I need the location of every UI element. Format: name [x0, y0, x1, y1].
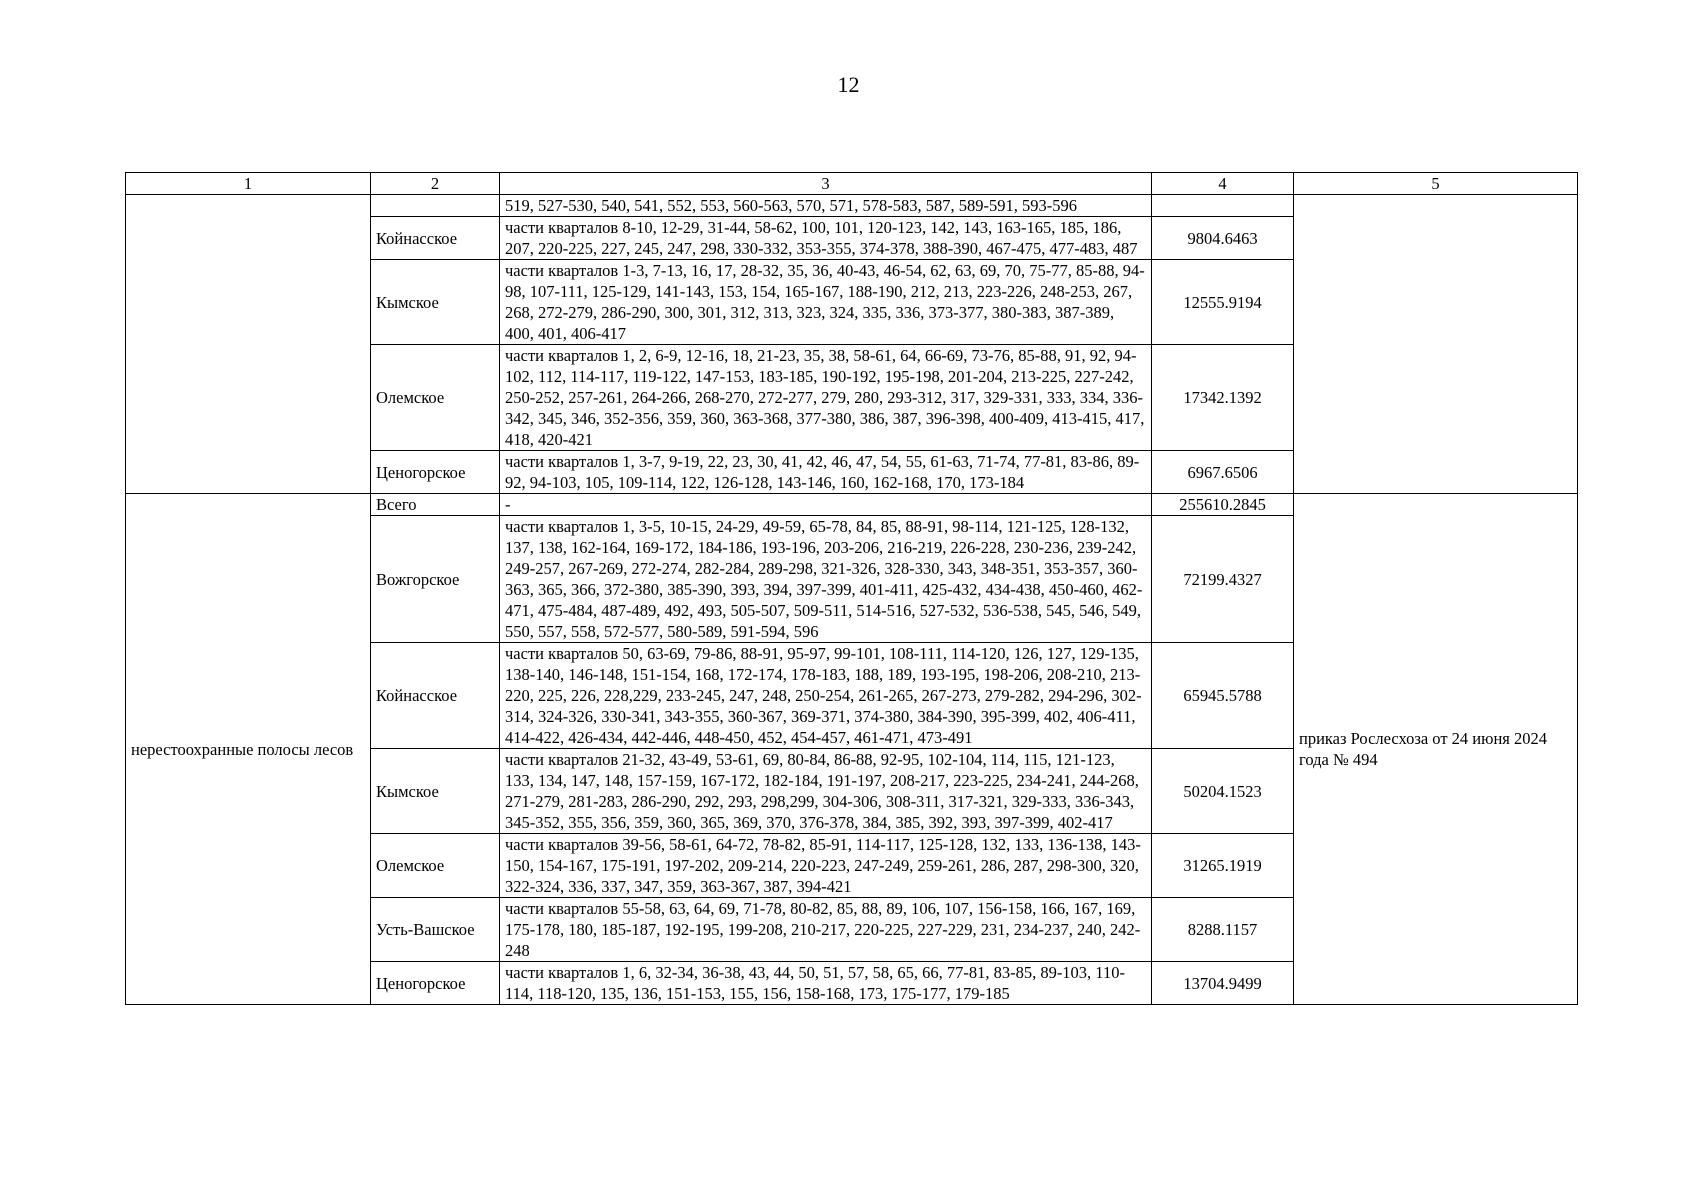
area-cell: 17342.1392: [1152, 345, 1294, 451]
area-cell: 6967.6506: [1152, 451, 1294, 494]
area-cell: 8288.1157: [1152, 898, 1294, 962]
quarters-cell: части кварталов 50, 63-69, 79-86, 88-91, 95-97, 99-101, 108-111, 114-120, 126, 127, 129-135, 138-140, 146-148, 151-154, 168, 172-174, 178-183, 188, 189, 193-195, 198-206, 208-210, 213-220, 225, 226, 228,229, 233-245, 247, 248, 250-254, 261-265, 267-273, 279-282, 294-296, 302-314, 324-326, 330-341, 343-355, 360-367, 369-371, 374-380, 384-390, 395-399, 402, 406-411, 414-422, 426-434, 442-446, 448-450, 452, 454-457, 461-471, 473-491: [500, 643, 1152, 749]
total-label-cell: Всего: [371, 494, 500, 516]
area-cell-empty: [1152, 195, 1294, 217]
page-number: 12: [837, 72, 860, 97]
area-cell: 12555.9194: [1152, 260, 1294, 345]
quarters-cell: части кварталов 1, 2, 6-9, 12-16, 18, 21-23, 35, 38, 58-61, 64, 66-69, 73-76, 85-88, 91, 92, 94-102, 112, 114-117, 119-122, 147-153, 183-185, 190-192, 195-198, 201-204, 213-225, 227-242, 250-252, 257-261, 264-266, 268-270, 272-277, 279, 280, 293-312, 317, 329-331, 333, 334, 336-342, 345, 346, 352-356, 359, 360, 363-368, 377-380, 386, 387, 396-398, 400-409, 413-415, 417, 418, 420-421: [500, 345, 1152, 451]
district-cell: Усть-Вашское: [371, 898, 500, 962]
district-cell: Кымское: [371, 749, 500, 834]
basis-cell: приказ Рослесхоза от 24 июня 2024 года № 494: [1294, 494, 1578, 1005]
quarters-cell: части кварталов 39-56, 58-61, 64-72, 78-82, 85-91, 114-117, 125-128, 132, 133, 136-138, 143-150, 154-167, 175-191, 197-202, 209-214, 220-223, 247-249, 259-261, 286, 287, 298-300, 320, 322-324, 336, 337, 347, 359, 363-367, 387, 394-421: [500, 834, 1152, 898]
header-cell-5: 5: [1294, 173, 1578, 195]
header-cell-1: 1: [126, 173, 371, 195]
header-cell-3: 3: [500, 173, 1152, 195]
district-cell: Вожгорское: [371, 516, 500, 643]
district-cell: Ценогорское: [371, 451, 500, 494]
total-area-cell: 255610.2845: [1152, 494, 1294, 516]
forest-areas-table: [125, 172, 1578, 1005]
quarters-cell: 519, 527-530, 540, 541, 552, 553, 560-563, 570, 571, 578-583, 587, 589-591, 593-596: [500, 195, 1152, 217]
district-cell: Олемское: [371, 345, 500, 451]
quarters-cell: части кварталов 55-58, 63, 64, 69, 71-78, 80-82, 85, 88, 89, 106, 107, 156-158, 166, 167, 169, 175-178, 180, 185-187, 192-195, 199-208, 210-217, 220-225, 227-229, 231, 234-237, 240, 242-248: [500, 898, 1152, 962]
district-cell: Кымское: [371, 260, 500, 345]
quarters-cell: части кварталов 1, 3-7, 9-19, 22, 23, 30, 41, 42, 46, 47, 54, 55, 61-63, 71-74, 77-81, 83-86, 89-92, 94-103, 105, 109-114, 122, 126-128, 143-146, 160, 162-168, 170, 173-184: [500, 451, 1152, 494]
category-cell: нерестоохранные полосы лесов: [126, 494, 371, 1005]
area-cell: 9804.6463: [1152, 217, 1294, 260]
area-cell: 65945.5788: [1152, 643, 1294, 749]
category-cell-empty: [126, 195, 371, 494]
area-cell: 72199.4327: [1152, 516, 1294, 643]
quarters-cell: части кварталов 1, 3-5, 10-15, 24-29, 49-59, 65-78, 84, 85, 88-91, 98-114, 121-125, 128-132, 137, 138, 162-164, 169-172, 184-186, 193-196, 203-206, 216-219, 226-228, 230-236, 239-242, 249-257, 267-269, 272-274, 282-284, 289-298, 321-326, 328-330, 343, 348-351, 353-357, 360-363, 365, 366, 372-380, 385-390, 393, 394, 397-399, 401-411, 425-432, 434-438, 450-460, 462-471, 475-484, 487-489, 492, 493, 505-507, 509-511, 514-516, 527-532, 536-538, 545, 546, 549, 550, 557, 558, 572-577, 580-589, 591-594, 596: [500, 516, 1152, 643]
district-cell: Койнасское: [371, 643, 500, 749]
total-quarters-cell: -: [500, 494, 1152, 516]
district-cell: Ценогорское: [371, 962, 500, 1005]
area-cell: 50204.1523: [1152, 749, 1294, 834]
table-row-total: [126, 494, 1578, 516]
quarters-cell: части кварталов 1, 6, 32-34, 36-38, 43, 44, 50, 51, 57, 58, 65, 66, 77-81, 83-85, 89-103, 110-114, 118-120, 135, 136, 151-153, 155, 156, 158-168, 173, 175-177, 179-185: [500, 962, 1152, 1005]
table-row: [126, 195, 1578, 217]
district-cell-empty: [371, 195, 500, 217]
header-cell-4: 4: [1152, 173, 1294, 195]
quarters-cell: части кварталов 8-10, 12-29, 31-44, 58-62, 100, 101, 120-123, 142, 143, 163-165, 185, 186, 207, 220-225, 227, 245, 247, 298, 330-332, 353-355, 374-378, 388-390, 467-475, 477-483, 487: [500, 217, 1152, 260]
quarters-cell: части кварталов 1-3, 7-13, 16, 17, 28-32, 35, 36, 40-43, 46-54, 62, 63, 69, 70, 75-77, 85-88, 94-98, 107-111, 125-129, 141-143, 153, 154, 165-167, 188-190, 212, 213, 223-226, 248-253, 267, 268, 272-279, 286-290, 300, 301, 312, 313, 323, 324, 335, 336, 373-377, 380-383, 387-389, 400, 401, 406-417: [500, 260, 1152, 345]
district-cell: Койнасское: [371, 217, 500, 260]
area-cell: 31265.1919: [1152, 834, 1294, 898]
district-cell: Олемское: [371, 834, 500, 898]
header-cell-2: 2: [371, 173, 500, 195]
header-row: [126, 173, 1578, 195]
basis-cell-empty: [1294, 195, 1578, 494]
quarters-cell: части кварталов 21-32, 43-49, 53-61, 69, 80-84, 86-88, 92-95, 102-104, 114, 115, 121-123, 133, 134, 147, 148, 157-159, 167-172, 182-184, 191-197, 208-217, 223-225, 234-241, 244-268, 271-279, 281-283, 286-290, 292, 293, 298,299, 304-306, 308-311, 317-321, 329-333, 336-343, 345-352, 355, 356, 359, 360, 365, 369, 370, 376-378, 384, 385, 392, 393, 397-399, 402-417: [500, 749, 1152, 834]
area-cell: 13704.9499: [1152, 962, 1294, 1005]
